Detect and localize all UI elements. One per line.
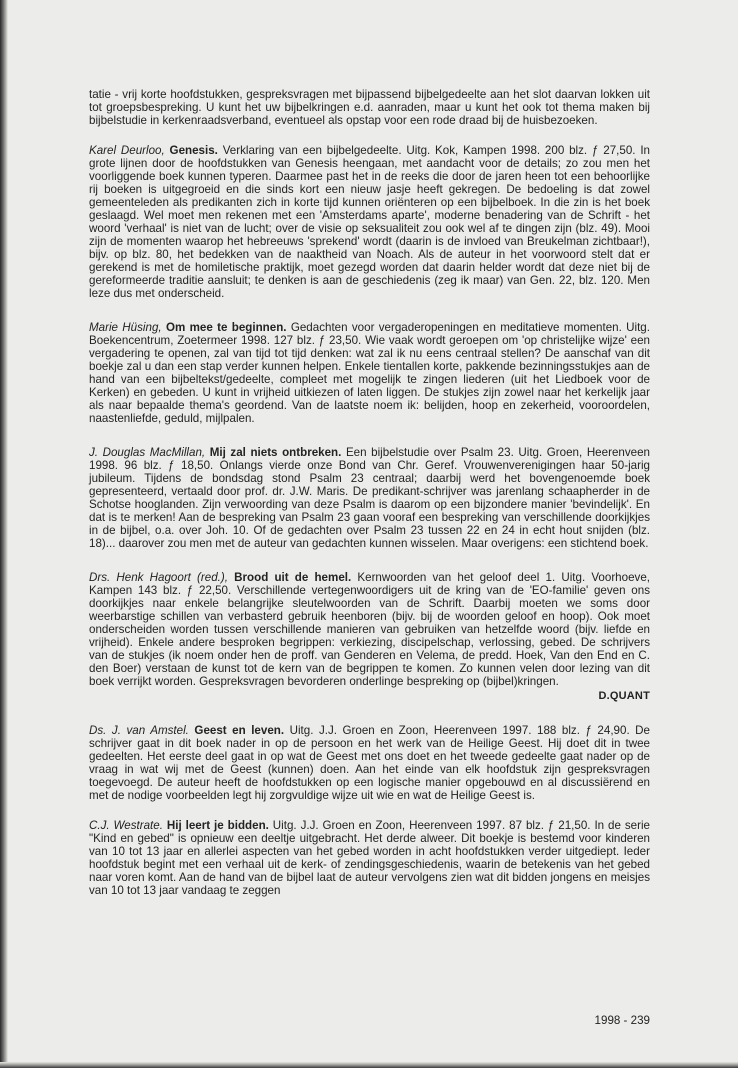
scan-edge-left [0, 0, 8, 1068]
review-geest-en-leven [89, 724, 650, 802]
page-body [89, 88, 650, 897]
review-title: Geest en leven. [194, 724, 285, 737]
intro-text: tatie - vrij korte hoofdstukken, gespreksvragen met bijpassend bijbelgedeelte aan het slot daarvan lokken uit tot groepsbespreking. U kunt het uw bijbelkringen e.d. aanraden, maar u kunt het ook tot thema maken bij bijbelstudie in kerkenraadsverband, eventueel als opstap voor een rode draad bij de huisbezoeken. [89, 88, 650, 127]
review-author: Ds. J. van Amstel. [89, 724, 189, 737]
review-genesis [89, 144, 650, 300]
review-mij-zal-niets-ontbreken [89, 446, 650, 550]
review-title: Mij zal niets ontbreken. [209, 446, 342, 459]
review-hij-leert-je-bidden [89, 819, 650, 897]
review-title: Genesis. [169, 144, 218, 157]
review-text: Uitg. J.J. Groen en Zoon, Heerenveen 1997. 87 blz. ƒ 21,50. In de serie "Kind en gebed" is opnieuw een deeltje uitgebracht. Het derde alweer. Dit boekje is bestemd voor kinderen van 10 tot 13 jaar en allerlei aspecten van het gebed worden in acht hoofdstukken verder uitgediept. Ieder hoofdstuk begint met een verhaal uit de kerk- of zendingsgeschiedenis, waarin de betekenis van het gebed naar voren komt. Aan de hand van de bijbel laat de auteur vervolgens zien wat dit bidden jongens en meisjes van 10 tot 13 jaar vandaag te zeggen [89, 819, 651, 897]
review-author: Marie Hüsing, [89, 321, 162, 334]
intro-paragraph [89, 88, 650, 127]
review-brood-uit-de-hemel [89, 571, 650, 688]
scan-edge-bottom [0, 1062, 738, 1068]
review-author: Drs. Henk Hagoort (red.), [89, 571, 228, 584]
review-title: Hij leert je bidden. [166, 819, 269, 832]
review-text: Kernwoorden van het geloof deel 1. Uitg. Voorhoeve, Kampen 143 blz. ƒ 22,50. Verschillende vertegenwoordigers uit de kring van de 'EO-familie' geven ons doorkijkjes naar enkele belangrijke sleutelwoorden van de Schrift. Daarbij moeten we soms door weerbarstige schillen van verbasterd gebruik heenboren (bijv. bij de woorden geloof en hoop). Ook moet onderscheiden worden tussen verschillende manieren van gebruiken van hetzelfde woord (bijv. liefde en vrijheid). Enkele andere besproken begrippen: verkiezing, discipelschap, verlossing, gebed. De schrijvers van de stukjes (ik noem onder hen de proff. van Genderen en Velema, de predd. Hoek, Van den End en C. den Boer) verstaan de kunst tot de kern van de begrippen te komen. Zo kunnen velen door lezing van dit boek verrijkt worden. Gespreksvragen bevorderen onderlinge bespreking op (bijbel)kringen. [89, 571, 650, 688]
review-om-mee-te-beginnen [89, 321, 650, 425]
review-title: Brood uit de hemel. [234, 571, 352, 584]
review-text: Verklaring van een bijbelgedeelte. Uitg. Kok, Kampen 1998. 200 blz. ƒ 27,50. In grote lijnen door de hoofdstukken van Genesis heengaan, met aandacht voor de details; zo zou men het voorliggende boek kunnen typeren. Daarmee past het in de reeks die door de jaren heen tot een behoorlijke rij boeken is uitgegroeid en die sinds kort een nieuw jasje heeft gekregen. De bedoeling is dat zowel gemeenteleden als predikanten zich in korte tijd kunnen oriënteren op een bijbelboek. In die zin is het boek geslaagd. Wel moet men rekenen met een 'Amsterdams aparte', moderne benadering van de Schrift - het woord 'verhaal' is niet van de lucht; over de visie op seksualiteit zou ook wel af te dingen zijn (blz. 49). Mooi zijn de momenten waarop het hebreeuws 'sprekend' wordt (daarin is de invloed van Breukelman zichtbaar!), bijv. op blz. 80, het bedekken van de naaktheid van Noach. Als de auteur in het voorwoord stelt dat er gerekend is met de homiletische praktijk, moet gezegd worden dat daarin helder wordt dat deze niet bij de gereformeerde traditie aansluit; te denken is aan de geschiedenis (zeg ik maar) van Gen. 22, blz. 120. Men leze dus met onderscheid. [89, 144, 650, 300]
review-author: J. Douglas MacMillan, [89, 446, 206, 459]
reviewer-signature: D.QUANT [598, 690, 650, 702]
review-text: Een bijbelstudie over Psalm 23. Uitg. Groen, Heerenveen 1998. 96 blz. ƒ 18,50. Onlangs vierde onze Bond van Chr. Geref. Vrouwenverenigingen haar 50-jarig jubileum. Tijdens de bondsdag stond Psalm 23 centraal; daarbij werd het bovengenoemde boek gepresenteerd, vertaald door prof. dr. J.W. Maris. De predikant-schrijver was jarenlang schaapherder in de Schotse hooglanden. Zijn verwoording van deze Psalm is daarom op een bijzondere manier 'bevindelijk'. En dat is te merken! Aan de bespreking van Psalm 23 gaan vooraf een bespreking van verschillende doorkijkjes in de bijbel, o.a. over Joh. 10. Of de gedachten over Psalm 23 tussen 22 en 24 in echt hout snijden (blz. 18)... daarover zou men met de auteur van gedachten kunnen wisselen. Maar overigens: een stichtend boek. [89, 446, 650, 550]
review-author: C.J. Westrate. [89, 819, 163, 832]
page-number: 1998 - 239 [594, 1014, 650, 1027]
review-author: Karel Deurloo, [89, 144, 165, 157]
review-title: Om mee te beginnen. [165, 321, 287, 334]
review-text: Uitg. J.J. Groen en Zoon, Heerenveen 1997. 188 blz. ƒ 24,90. De schrijver gaat in dit boek nader in op de persoon en het werk van de Heilige Geest. Hij doet dit in twee gedeelten. Het eerste deel gaat in op wat de Geest met ons doet en het tweede gedeelte gaat nader op de vraag in wat wij met de Geest (kunnen) doen. Aan het einde van elk hoofdstuk zijn gespreksvragen toegevoegd. De auteur heeft de hoofdstukken op een logische manier opgebouwd en al discussiërend en met de nodige voorbeelden legt hij zorgvuldige wijze uit wie en wat de Heilige Geest is. [89, 724, 650, 802]
review-text: Gedachten voor vergaderopeningen en meditatieve momenten. Uitg. Boekencentrum, Zoetermeer 1998. 127 blz. ƒ 23,50. Wie vaak wordt geroepen om 'op christelijke wijze' een vergadering te openen, zal van tijd tot tijd denken: wat zal ik nu eens centraal stellen? De aanschaf van dit boekje zal u dan een stap verder kunnen helpen. Enkele tientallen korte, pakkende bezinningsstukjes aan de hand van een bijbeltekst/gedeelte, compleet met mogelijk te zingen liederen (uit het Liedboek voor de Kerken) en gebeden. U kunt in vrijheid uitkiezen of laten liggen. De stukjes zijn zowel naar het kerkelijk jaar als naar bepaalde thema's geordend. Van de laatste noem ik: belijden, hoop en zekerheid, vooroordelen, naastenliefde, geduld, mijlpalen. [89, 321, 650, 425]
